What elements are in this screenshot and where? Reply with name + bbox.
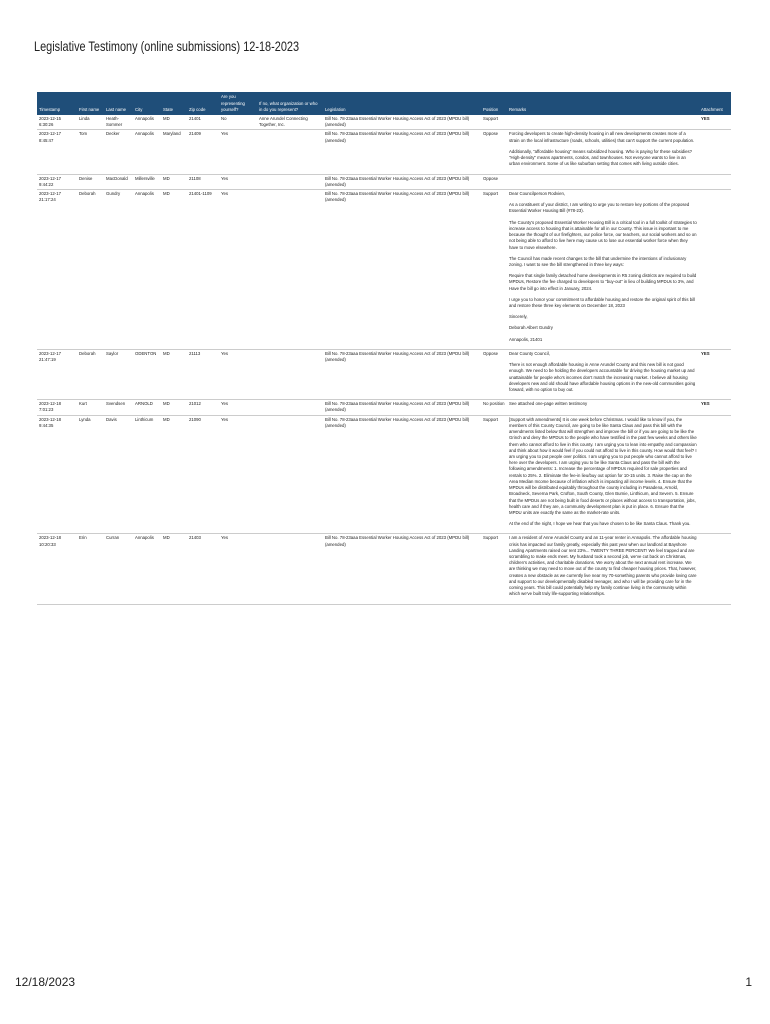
cell-legislation: Bill No. 78-23aaa Essential Worker Housing Access Act of 2023 (MPDU bill) (amended) xyxy=(323,130,481,174)
cell-representing: Yes xyxy=(219,400,257,415)
table-row xyxy=(37,400,731,415)
header-timestamp: Timestamp xyxy=(37,92,77,115)
cell-representing: Yes xyxy=(219,534,257,604)
cell-position: Oppose xyxy=(481,174,507,189)
remarks-paragraph: Deborah Albert Gundry xyxy=(509,325,553,331)
cell-city: Annapolis xyxy=(133,130,161,174)
cell-organization xyxy=(257,189,323,349)
header-attachment: Attachment xyxy=(699,92,731,115)
cell-legislation: Bill No. 78-23aaa Essential Worker Housing Access Act of 2023 (MPDU bill) (amended) xyxy=(323,400,481,415)
footer-date: 12/18/2023 xyxy=(15,975,76,989)
header-first-name: First name xyxy=(77,92,104,115)
cell-legislation: Bill No. 78-23aaa Essential Worker Housing Access Act of 2023 (MPDU bill) (amended) xyxy=(323,534,481,604)
cell-representing: Yes xyxy=(219,174,257,189)
cell-first-name: Deborah xyxy=(77,349,104,399)
cell-zip: 21409 xyxy=(187,130,219,174)
cell-state: MD xyxy=(161,400,187,415)
remarks-paragraph: Annapolis, 21401 xyxy=(509,336,543,342)
cell-remarks xyxy=(507,400,699,415)
remarks-paragraph: As a constituent of your district, I am writing to urge you to restore key portions of the proposed Essential Worker Housing Bill (#78-23). xyxy=(509,202,690,214)
remarks-paragraph: Dear County Council, xyxy=(509,350,550,356)
cell-state: MD xyxy=(161,189,187,349)
table-header xyxy=(37,92,731,115)
remarks-paragraph: I urge you to honor your commitment to affordable housing and restore the original spirit of this bill and restore these three key elements on December 18, 2023 xyxy=(509,296,695,309)
table-body xyxy=(37,115,731,604)
cell-zip: 21090 xyxy=(187,415,219,534)
cell-city: Linthicum xyxy=(133,415,161,534)
remarks-paragraph: The County's proposed Essential Worker Housing Bill is a critical tool in a full toolkit of strategies to increase access to housing that is attainable for all in our County. This issue is important to me because the thought of our firefighters, our police force, our teachers, our social workers and so on not being able to afford to live here may cause us to lose our essential worker force when they have to move elsewhere. xyxy=(509,219,697,250)
cell-zip: 21108 xyxy=(187,174,219,189)
cell-position: Oppose xyxy=(481,130,507,174)
remarks-paragraph: I am a resident of Anne Arundel County and an 11-year renter in Annapolis. The affordable housing crisis has impacted our family greatly, especially this past year when our landlord at Bayshore Landing Apartments raised our rent 23%... TWENTY THREE PERCENT! We feel trapped and are scrambling to make ends meet. My husband took a second job, we've cut back on Christmas, children's activities, and charitable donations. We worry about the next annual rent increase. We are thinking we may need to move out of the county to find cheaper housing prices. That, however, creates a new obstacle as we currently live near my 70-something parents who provide loving care and support to our developmentally disabled teenager, and who I will be providing care for in the coming years. This bill could potentially help my family continue living in the community within which we've built truly life-supporting relationships. xyxy=(509,535,697,597)
cell-state: MD xyxy=(161,415,187,534)
cell-state: MD xyxy=(161,534,187,604)
cell-timestamp: 2023-12-17 21:17:24 xyxy=(37,189,77,349)
cell-remarks xyxy=(507,130,699,174)
header-organization: If no, what organization or who in do you represent? xyxy=(257,92,323,115)
cell-zip: 21113 xyxy=(187,349,219,399)
cell-remarks xyxy=(507,349,699,399)
cell-organization xyxy=(257,349,323,399)
cell-attachment: YES xyxy=(699,115,731,130)
cell-state: Maryland xyxy=(161,130,187,174)
cell-city: Annapolis xyxy=(133,115,161,130)
cell-legislation: Bill No. 78-23aaa Essential Worker Housing Access Act of 2023 (MPDU bill) (amended) xyxy=(323,189,481,349)
cell-first-name: Linda xyxy=(77,115,104,130)
cell-first-name: Tom xyxy=(77,130,104,174)
remarks-paragraph: Additionally, "affordable housing" means subsidized housing. Who is paying for these subsidies? "High-density" means apartments, condos, and townhouses. Not everyone wants to live in an urban environment. Some of us like suburban setting that comes with living outside cities. xyxy=(509,148,692,167)
remarks-paragraph: Forcing developers to create high-density housing in all new developments creates more of a strain on the local infrastructure (roads, schools, utilities) that can't support the current population. xyxy=(509,131,695,143)
table-row xyxy=(37,534,731,604)
cell-remarks xyxy=(507,174,699,189)
cell-representing: Yes xyxy=(219,189,257,349)
cell-organization xyxy=(257,130,323,174)
remarks-paragraph: See attached one-page written testimony xyxy=(509,401,588,407)
cell-attachment xyxy=(699,174,731,189)
cell-timestamp: 2023-12-15 6:30:26 xyxy=(37,115,77,130)
cell-attachment xyxy=(699,130,731,174)
cell-position: Support xyxy=(481,189,507,349)
cell-first-name: Kurt xyxy=(77,400,104,415)
cell-state: MD xyxy=(161,115,187,130)
remarks-paragraph: Dear Councilperson Rodvien, xyxy=(509,190,566,196)
cell-attachment xyxy=(699,415,731,534)
cell-last-name: Decker xyxy=(104,130,133,174)
cell-state: MD xyxy=(161,349,187,399)
cell-last-name: Heath-Sommer xyxy=(104,115,133,130)
table-row xyxy=(37,130,731,174)
cell-remarks xyxy=(507,189,699,349)
cell-first-name: Deborah xyxy=(77,189,104,349)
table-row xyxy=(37,115,731,130)
testimony-table xyxy=(37,92,731,605)
cell-last-name: Svendsen xyxy=(104,400,133,415)
header-zip: Zip code xyxy=(187,92,219,115)
cell-remarks xyxy=(507,415,699,534)
cell-remarks xyxy=(507,534,699,604)
cell-position: Support xyxy=(481,534,507,604)
cell-city: ARNOLD xyxy=(133,400,161,415)
cell-position: No position xyxy=(481,400,507,415)
cell-city: Annapolis xyxy=(133,534,161,604)
header-state: State xyxy=(161,92,187,115)
cell-remarks xyxy=(507,115,699,130)
remarks-paragraph: Sincerely, xyxy=(509,314,528,320)
cell-timestamp: 2023-12-18 9:44:35 xyxy=(37,415,77,534)
header-legislation: Legislation xyxy=(323,92,481,115)
remarks-paragraph: The Council has made recent changes to the bill that undermine the intentions of inclusionary zoning. I want to see the bill strengthened in three key ways: xyxy=(509,255,687,267)
cell-timestamp: 2023-12-17 9:44:22 xyxy=(37,174,77,189)
cell-organization xyxy=(257,534,323,604)
header-last-name: Last name xyxy=(104,92,133,115)
cell-city: Annapolis xyxy=(133,189,161,349)
header-remarks: Remarks xyxy=(507,92,699,115)
cell-timestamp: 2023-12-18 7:01:23 xyxy=(37,400,77,415)
cell-position: Oppose xyxy=(481,349,507,399)
cell-timestamp: 2023-12-17 21:47:19 xyxy=(37,349,77,399)
cell-last-name: MacDonald xyxy=(104,174,133,189)
header-representing: Are you representing yourself? xyxy=(219,92,257,115)
cell-representing: Yes xyxy=(219,130,257,174)
remarks-paragraph: At the end of the night, I hope we hear that you have chosen to be like Santa Claus. Thank you. xyxy=(509,521,691,527)
cell-zip: 21403 xyxy=(187,534,219,604)
cell-zip: 21401 xyxy=(187,115,219,130)
table-row xyxy=(37,189,731,349)
cell-legislation: Bill No. 78-23aaa Essential Worker Housing Access Act of 2023 (MPDU bill) (amended) xyxy=(323,415,481,534)
cell-last-name: Gundry xyxy=(104,189,133,349)
cell-last-name: Davis xyxy=(104,415,133,534)
cell-position: Support xyxy=(481,115,507,130)
header-city: City xyxy=(133,92,161,115)
cell-representing: No xyxy=(219,115,257,130)
cell-timestamp: 2023-12-17 8:45:47 xyxy=(37,130,77,174)
cell-last-name: Curran xyxy=(104,534,133,604)
cell-first-name: Denise xyxy=(77,174,104,189)
cell-legislation: Bill No. 78-23aaa Essential Worker Housing Access Act of 2023 (MPDU bill) (amended) xyxy=(323,115,481,130)
cell-first-name: Lynda xyxy=(77,415,104,534)
cell-representing: Yes xyxy=(219,349,257,399)
cell-representing: Yes xyxy=(219,415,257,534)
cell-timestamp: 2023-12-18 10:20:33 xyxy=(37,534,77,604)
cell-city: Millersville xyxy=(133,174,161,189)
cell-attachment xyxy=(699,534,731,604)
table-row xyxy=(37,174,731,189)
cell-first-name: Erin xyxy=(77,534,104,604)
cell-city: ODENTON xyxy=(133,349,161,399)
cell-legislation: Bill No. 78-23aaa Essential Worker Housing Access Act of 2023 (MPDU bill) (amended) xyxy=(323,174,481,189)
footer-page-number: 1 xyxy=(745,975,752,989)
cell-organization xyxy=(257,415,323,534)
cell-organization xyxy=(257,400,323,415)
cell-position: Support xyxy=(481,415,507,534)
cell-legislation: Bill No. 78-23aaa Essential Worker Housing Access Act of 2023 (MPDU bill) (amended) xyxy=(323,349,481,399)
cell-state: MD xyxy=(161,174,187,189)
cell-last-name: Saylor xyxy=(104,349,133,399)
table-row xyxy=(37,415,731,534)
cell-attachment: YES xyxy=(699,349,731,399)
remarks-paragraph: [Support with amendments] It is one week before Christmas. I would like to know if you, the members of this County Council, are going to be like Santa Claus and pass this bill with the amendments listed below that will strengthen and improve the bill or if you are going to be like the Grinch and deny the MPDUs to the people who have testified in the past few weeks and others like them who cannot afford to live in this county. I am urging you to lean into empathy and compassion and think about how it would feel if you could not afford to live in this county. How would that feel? I am urging you to put people over politics. I am urging you to put people who cannot afford to live here over the developers. I am urging you to be like Santa Claus and pass the bill with the following amendments: 1. Increase the percentage of MPDUs required for sale properties and rentals to 25%. 2. Eliminate the fee-in lieu/buy out option for 10-15 units. 3. Raise the cap on the Area Median Income because of inflation which is impacting all income levels. 4. Ensure that the MPDUs will be distributed equitably throughout the county including in Pasadena, Arnold, Broadneck, Severna Park, Crofton, South County, Glen Burnie, Linthicum, and Severn. 5. Ensure that the MPDUs are not being built in food deserts or places without access to transportation, jobs, health care and if they are, a community development plan is put in place. 6. Ensure that the MPDU units are exactly the same as the market-rate units. xyxy=(509,416,697,515)
document-title: Legislative Testimony (online submissions) 12-18-2023 xyxy=(34,38,300,54)
cell-organization: Anne Arundel Connecting Together, Inc. xyxy=(257,115,323,130)
cell-zip: 21012 xyxy=(187,400,219,415)
cell-attachment xyxy=(699,189,731,349)
cell-zip: 21401-1109 xyxy=(187,189,219,349)
remarks-paragraph: There is not enough affordable housing in Anne Arundel County and this new bill is not good enough. We need to be holding the developers accountable for driving the housing market up and unattainable for people who's incomes don't match the increasing market. I believe all housing developers new and old should have affordable housing options in the new-old communities going forward, with no option to buy out. xyxy=(509,362,696,392)
remarks-paragraph: Require that single family detached home developments in R5 zoning districts are required to build MPDUs, Restore the fee charged to developers to "buy-out" in lieu of building MPDUs to 3%, and Have the bill go into effect in January, 2024. xyxy=(509,273,697,291)
header-position: Position xyxy=(481,92,507,115)
cell-organization xyxy=(257,174,323,189)
table-row xyxy=(37,349,731,399)
cell-attachment: YES xyxy=(699,400,731,415)
